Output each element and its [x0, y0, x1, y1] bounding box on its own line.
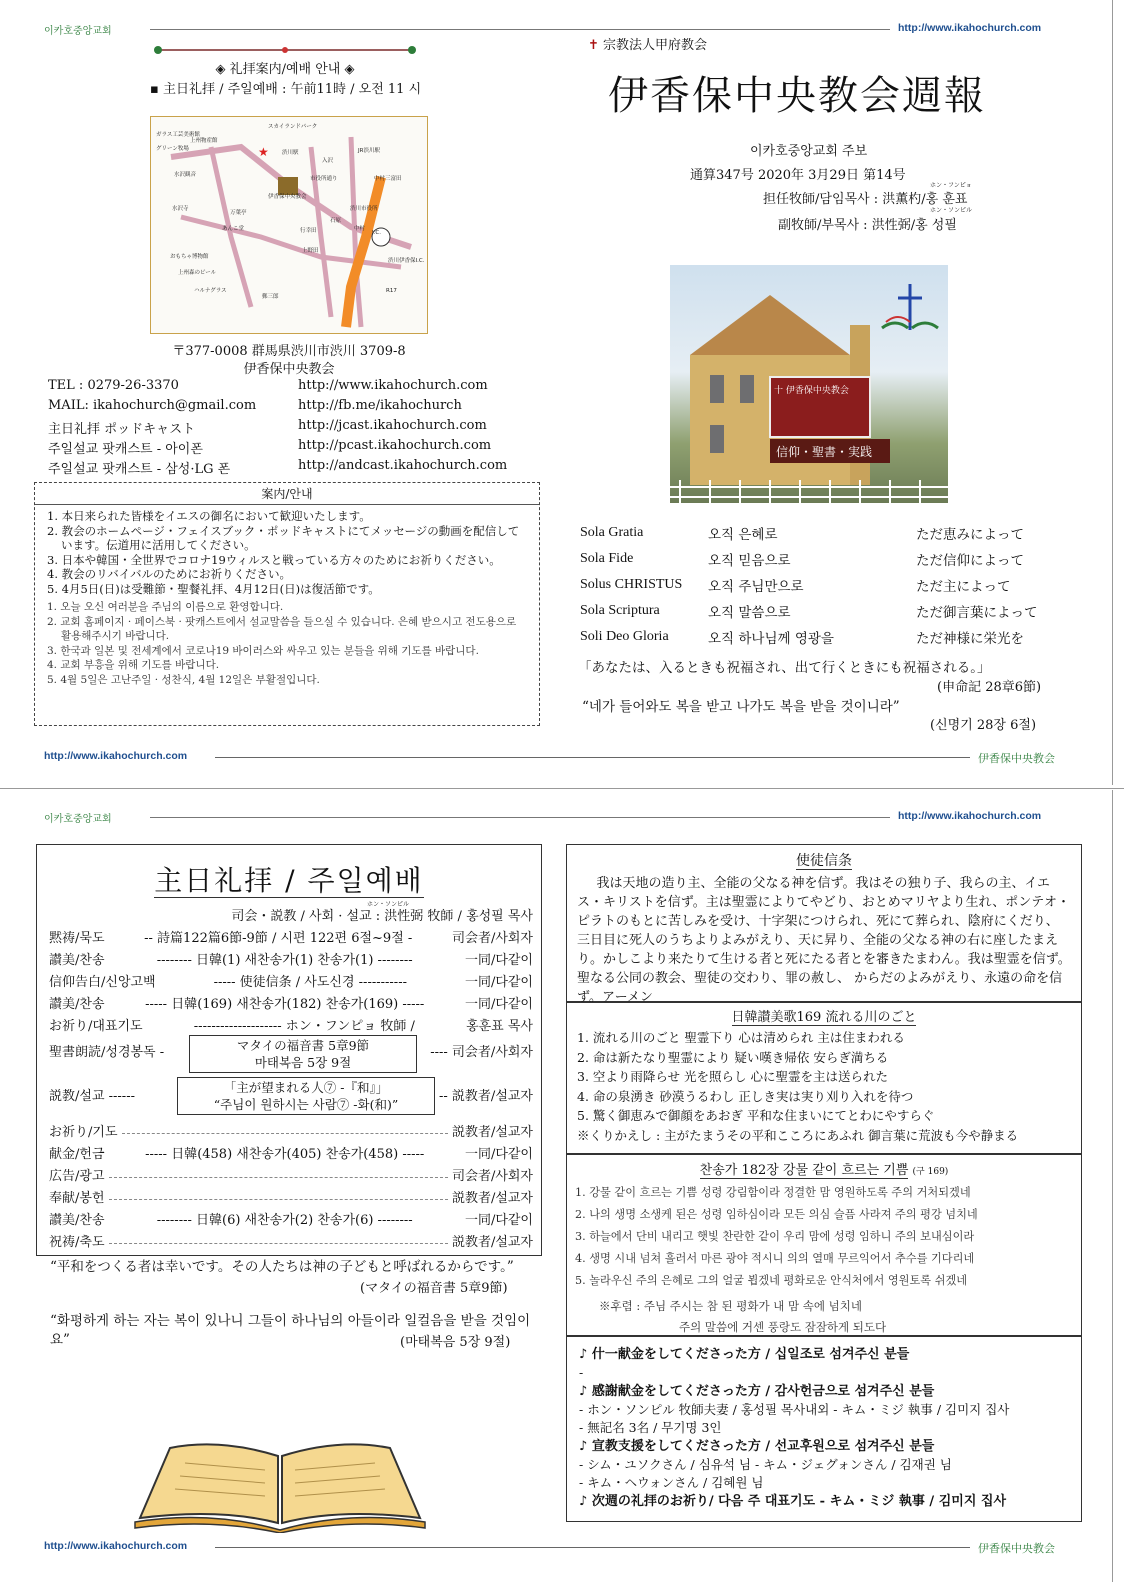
scripture-kr: 마태복음 5장 9절 — [254, 1055, 352, 1070]
footer-site-link[interactable]: http://www.ikahochurch.com — [44, 1540, 188, 1552]
map-label: 中村 — [354, 226, 366, 232]
contact-link[interactable]: http://andcast.ikahochurch.com — [298, 458, 508, 473]
contact-label: 주일설교 팟캐스트 - 아이폰 — [48, 442, 203, 457]
contact-link[interactable]: http://pcast.ikahochurch.com — [298, 438, 492, 453]
service-row — [49, 1141, 533, 1163]
header-church-kor: 이카호중앙교회 — [44, 26, 112, 37]
sola-kr: 오직 주님만으로 — [708, 579, 804, 595]
building-sign: 十 伊香保中央教会 — [774, 386, 849, 396]
sola-jp: ただ恵みによって — [916, 527, 1024, 543]
service-item: 黙祷/묵도 — [49, 930, 105, 946]
service-leader: 홍훈표 목사 — [466, 1018, 533, 1034]
service-item: 献金/헌금 — [49, 1146, 105, 1162]
footer-rule — [215, 757, 970, 758]
footer-church-jp: 伊香保中央教会 — [978, 1542, 1055, 1555]
scripture-jp: マタイの福音書 5章9節 — [236, 1038, 370, 1053]
verse-jp-ref: (申命記 28章6節) — [937, 680, 1042, 695]
sola-row — [580, 572, 1066, 598]
notice-item-jp: 2. 教会のホームページ・フェイスブック・ポッドキャストにてメッセージの動画を配信しています。伝道用に活用してください。 — [47, 523, 520, 552]
leader-dots — [109, 1192, 448, 1200]
map-label: 入沢 — [322, 158, 334, 164]
worship-heading: ◈ 礼拝案内/예배 안내 ◈ — [215, 62, 355, 77]
service-detail: -------- 日韓(1) 새찬송가(1) 찬송가(1) -------- — [156, 952, 413, 968]
sola-jp: ただ信仰によって — [916, 553, 1024, 569]
verse-jp: 「あなたは、入るときも祝福され、出て行くときにも祝福される。」 — [578, 660, 991, 676]
footer-church-jp: 伊香保中央教会 — [978, 752, 1055, 765]
worship-time: ▪ 主日礼拝 / 주일예배 : 午前11時 / 오전 11 시 — [150, 82, 422, 97]
contact-link[interactable]: http://jcast.ikahochurch.com — [298, 418, 487, 433]
kr-hymn-line: 2. 나의 생명 소생케 된은 성령 임하심이라 모든 의심 슬픔 사라져 주의 평강 넘치네 — [575, 1208, 978, 1221]
map-label: 伊香保中央教会 — [268, 194, 307, 200]
map-label: 市役所通り — [310, 176, 338, 182]
header-site-link[interactable]: http://www.ikahochurch.com — [898, 22, 1042, 34]
notices-kr — [35, 600, 539, 687]
map-label: 中村三富田 — [374, 176, 402, 182]
scripture-box — [189, 1035, 417, 1073]
service-detail: -------------------- ホン・フンピョ 牧師 / — [193, 1018, 415, 1034]
map-label: 水沢観音 — [174, 172, 197, 178]
offering-line: - シム・ユソクさん / 심유석 님 - キム・ジェグォンさん / 김재권 님 — [579, 1457, 952, 1472]
notice-heading: 案内/안내 — [35, 483, 539, 505]
footer-rule — [215, 1547, 970, 1548]
service-leader: 司会者/사회자 — [451, 1168, 533, 1184]
org-name: ✝ 宗教法人甲府教会 — [588, 38, 708, 53]
service-row — [49, 947, 533, 969]
map-label: 渋川市役所 — [350, 206, 378, 212]
hymn-line: 5. 驚く御恵みで御顔をあおぎ 平和な住まいにてとわにやすらぐ — [577, 1108, 935, 1123]
sola-kr: 오직 말씀으로 — [708, 605, 791, 621]
service-leader: 一同/다같이 — [464, 1146, 533, 1162]
map-label: ガラス工芸美術館 — [156, 132, 200, 138]
service-row — [49, 1229, 533, 1251]
service-item: お祈り/대표기도 — [49, 1018, 143, 1034]
sola-jp: ただ御言葉によって — [916, 605, 1038, 621]
kr-hymn-box — [566, 1154, 1082, 1336]
cross-logo-icon — [880, 282, 940, 338]
building-banner: 信仰・聖書・実践 — [776, 445, 873, 459]
verse-kr: “네가 들어와도 복을 받고 나가도 복을 받을 것이니라” — [582, 699, 900, 715]
leader-dots — [109, 1236, 448, 1244]
officiant: 司会・説教 / 사회 · 설교 : 洪性弼 牧師 / 홍성필 목사 — [231, 909, 533, 924]
offering-title: ♪ 宣教支援をしてくださった方 / 선교후원으로 섬겨주신 분들 — [579, 1439, 935, 1454]
map-label: 上野田 — [302, 248, 319, 254]
map-label: 万葉亭 — [230, 210, 247, 216]
service-leader: 説教者/설교자 — [451, 1234, 533, 1250]
service-leader: -- 説教者/설교자 — [439, 1088, 533, 1104]
address: 〒377-0008 群馬県渋川市渋川 3709-8 — [172, 344, 406, 359]
map-label: 渋川伊香保I.C. — [388, 258, 425, 264]
header-rule — [150, 29, 890, 30]
kr-hymn-line: 3. 하늘에서 단비 내리고 햇빛 찬란한 같이 우리 맘에 성령 임하니 주의 보내심이라 — [575, 1230, 975, 1243]
kr-hymn-title: 찬송가 182장 강물 같이 흐르는 기쁨 — [699, 1163, 909, 1178]
service-item: お祈り/기도 — [49, 1124, 118, 1140]
notice-item-jp: 5. 4月5日(日)は受難節・聖餐礼拝、4月12日(日)は復活節です。 — [47, 581, 380, 596]
service-item: 讃美/찬송 — [49, 996, 105, 1012]
service-detail: ----- 日韓(458) 새찬송가(405) 찬송가(458) ----- — [145, 1146, 425, 1162]
service-leader: 一同/다같이 — [464, 974, 533, 990]
contact-link[interactable]: http://www.ikahochurch.com — [298, 378, 488, 393]
service-leader: 一同/다같이 — [464, 996, 533, 1012]
page-edge — [1112, 790, 1113, 1582]
offering-title: ♪ 次週の礼拝のお祈り/ 다음 주 대표기도 - キム・ミジ 執事 / 김미지 집사 — [579, 1494, 1007, 1509]
sola-latin: Sola Fide — [580, 551, 634, 566]
sola-latin: Sola Gratia — [580, 525, 644, 540]
quote-jp: “平和をつくる者は幸いです。その人たちは神の子どもと呼ばれるからです。” — [50, 1259, 514, 1275]
service-item: 広告/광고 — [49, 1168, 105, 1184]
quote-kr: “화평하게 하는 자는 복이 있나니 그들이 하나님의 아들이라 일컬음을 받을 것임이요” — [50, 1313, 531, 1348]
map-label: I.C. — [372, 230, 381, 236]
contact-label: TEL : 0279-26-3370 — [48, 378, 179, 393]
map-label: 行幸田 — [300, 228, 317, 234]
bulletin-title: 伊香保中央教会週報 — [608, 73, 986, 119]
hymn-line: 2. 命は新たなり聖霊により 疑い嘆き帰依 安らぎ満ちる — [577, 1049, 889, 1065]
contact-label: MAIL: ikahochurch@gmail.com — [48, 398, 257, 413]
quote-jp-ref: (マタイの福音書 5章9節) — [360, 1281, 508, 1296]
map-label: ハルナグラス — [194, 288, 227, 294]
service-item: 奉献/봉헌 — [49, 1190, 105, 1206]
service-row — [49, 925, 533, 947]
offering-line: - ホン・ソンピル 牧師夫妻 / 홍성필 목사내외 - キム・ミジ 執事 / 김미지 집사 — [579, 1402, 1010, 1417]
sola-kr: 오직 하나님께 영광을 — [708, 631, 834, 647]
offering-line: - 無記名 3名 / 무기명 3인 — [579, 1420, 722, 1435]
notice-box — [34, 482, 540, 726]
map-label: グリーン牧場 — [156, 146, 189, 152]
notice-item-kr: 3. 한국과 일본 및 전세계에서 코로나19 바이러스와 싸우고 있는 분들을 위해 기도를 바랍니다. — [47, 644, 479, 657]
sermon-box — [177, 1077, 435, 1115]
service-leader: 司会者/사회자 — [451, 930, 533, 946]
sola-row — [580, 598, 1066, 624]
kr-hymn-line: 4. 생명 시내 넘쳐 흘러서 마른 광야 적시니 의의 열매 무르익어서 추수를 기다리네 — [575, 1252, 975, 1265]
assoc-pastor: 副牧師/부목사 : 洪性弼/홍 성필 — [778, 218, 957, 233]
notice-item-jp: 4. 教会のリバイバルのためにお祈りください。 — [47, 567, 292, 581]
service-leader: 説教者/설교자 — [451, 1190, 533, 1206]
service-item: 信仰告白/신앙고백 — [49, 974, 156, 990]
sola-latin: Solus CHRISTUS — [580, 577, 683, 592]
service-title: 主日礼拝 / 주일예배 — [154, 864, 424, 897]
sermon-jp: 「主が望まれる人⑦ -『和』」 — [223, 1080, 389, 1095]
sola-latin: Soli Deo Gloria — [580, 629, 669, 644]
map-label: 渋川駅 — [282, 150, 299, 156]
map-label: おもちゃ博物館 — [170, 254, 209, 260]
creed-title: 使徒信条 — [796, 853, 852, 869]
service-detail: -------- 日韓(6) 새찬송가(2) 찬송가(6) -------- — [156, 1212, 413, 1228]
service-row — [49, 969, 533, 991]
map-label: あんこ堂 — [222, 226, 245, 232]
map-label: 水沢寺 — [172, 206, 189, 212]
cross-icon: ✝ — [588, 38, 604, 53]
open-bible-icon — [130, 1438, 430, 1537]
service-leader: ---- 司会者/사회자 — [430, 1044, 533, 1060]
service-row — [49, 1207, 533, 1229]
service-row — [49, 991, 533, 1013]
service-item: 讃美/찬송 — [49, 1212, 105, 1228]
hymn-box — [566, 1002, 1082, 1154]
notice-item-kr: 1. 오늘 오신 여러분을 주님의 이름으로 환영합니다. — [47, 601, 284, 613]
hymn-line: 4. 命の泉湧き 砂漠うるわし 正しき実は実り刈り入れを待つ — [577, 1088, 914, 1104]
notices-jp — [35, 505, 539, 600]
sola-row — [580, 624, 1066, 650]
service-leader: 説教者/설교자 — [451, 1124, 533, 1140]
notice-item-kr: 4. 교회 부흥을 위해 기도를 바랍니다. — [47, 659, 220, 671]
sola-latin: Sola Scriptura — [580, 603, 660, 618]
hymn-lines — [567, 1025, 1081, 1148]
five-solas — [580, 520, 1066, 650]
service-item: 聖書朗読/성경봉독 - — [49, 1044, 165, 1060]
notice-item-jp: 1. 本日来られた皆様をイエスの御名において歓迎いたします。 — [47, 509, 371, 523]
hymn-line: ※くりかえし : 主がたまうその平和こころにあふれ 御言葉に荒波も今や静まる — [577, 1127, 1019, 1143]
kr-hymn-sub: (구 169) — [912, 1167, 949, 1177]
map-label: 上州森のビール — [178, 270, 217, 276]
offering-title: ♪ 感謝献金をしてくださった方 / 감사헌금으로 섬겨주신 분들 — [579, 1384, 935, 1399]
page-divider — [0, 788, 1124, 789]
offerings-box — [566, 1336, 1082, 1522]
service-item: 讃美/찬송 — [49, 952, 105, 968]
notice-item-kr: 2. 교회 홈페이지 · 페이스북 · 팟캐스트에서 설교말씀을 들으실 수 있습니다. 은혜 받으시고 전도용으로 활용해주시기 바랍니다. — [47, 615, 517, 642]
service-row — [49, 1163, 533, 1185]
service-order-box — [36, 844, 542, 1256]
kr-hymn-line: 1. 강물 같이 흐르는 기쁨 성령 강림함이라 정결한 맘 영원하도록 주의 거처되겠네 — [575, 1186, 971, 1199]
contact-label: 주일설교 팟캐스트 - 삼성·LG 폰 — [48, 462, 231, 477]
sermon-kr: “주님이 원하시는 사람⑦ -화(和)” — [213, 1097, 399, 1112]
page-edge — [1112, 0, 1113, 785]
sola-row — [580, 546, 1066, 572]
map-label: 上州物産館 — [190, 138, 218, 144]
service-detail: ----- 使徒信条 / 사도신경 ----------- — [213, 974, 407, 990]
contact-list — [48, 378, 548, 478]
map-label: R17 — [386, 288, 397, 294]
sola-jp: ただ神様に栄光を — [916, 631, 1024, 647]
garland-decoration — [150, 40, 420, 50]
issue-info: 通算347号 2020年 3月29日 第14号 — [690, 168, 906, 183]
assoc-ruby: ホン・ソンピル — [930, 207, 973, 214]
kr-hymn-lines — [567, 1178, 1081, 1296]
sola-kr: 오직 은혜로 — [708, 527, 778, 543]
service-detail: -- 詩篇122篇6節-9節 / 시편 122편 6절~9절 - — [144, 930, 413, 946]
map-star-icon: ★ — [258, 145, 269, 159]
officiant-ruby: ホン・ソンピル — [367, 901, 410, 908]
quote-kr-ref: (마태복음 5장 9절) — [400, 1335, 511, 1350]
contact-link[interactable]: http://fb.me/ikahochurch — [298, 398, 462, 413]
hymn-line: 1. 流れる川のごと 聖霊下り 心は清められ 主は住まわれる — [577, 1030, 905, 1045]
service-item: 祝祷/축도 — [49, 1234, 105, 1250]
header-church-kor: 이카호중앙교회 — [44, 814, 112, 825]
offering-title: ♪ 什一献金をしてくださった方 / 십일조로 섬겨주신 분들 — [579, 1347, 910, 1362]
header-rule — [150, 817, 890, 818]
offering-line: - — [579, 1365, 584, 1380]
header-site-link[interactable]: http://www.ikahochurch.com — [898, 810, 1042, 822]
service-detail: ----- 日韓(169) 새찬송가(182) 찬송가(169) ----- — [145, 996, 425, 1012]
kr-hymn-line: 5. 놀라우신 주의 은혜로 그의 얼굴 뵙겠네 평화로운 안식처에서 영원토록 쉬겠네 — [575, 1274, 968, 1287]
offerings-list — [567, 1337, 1081, 1519]
creed-box — [566, 844, 1082, 1005]
subtitle-kr: 이카호중앙교회 주보 — [750, 144, 868, 159]
map-label: JR渋川駅 — [358, 148, 380, 154]
map-label: 石原 — [330, 218, 342, 224]
hymn-line: 3. 空より雨降らせ 光を照らし 心に聖霊を主は送られた — [577, 1069, 888, 1084]
notice-item-kr: 5. 4월 5일은 고난주일 · 성찬식, 4월 12일은 부활절입니다. — [47, 673, 320, 686]
pastor: 担任牧師/담임목사 : 洪薫杓/홍 훈표 — [763, 192, 968, 207]
service-row — [49, 1185, 533, 1207]
service-row — [49, 1013, 533, 1035]
leader-dots — [109, 1170, 448, 1178]
notice-item-jp: 3. 日本や韓国・全世界でコロナ19ウィルスと戦っている方々のためにお祈りください。 — [47, 552, 501, 567]
creed-text: 我は天地の造り主、全能の父なる神を信ず。我はその独り子、我らの主、イエス・キリストを信ず。主は聖霊によりてやどり、おとめマリヤより生れ、ポンテオ・ピラトのもとに苦しみを受け、十字架につけられ、死にて葬られ、陰府にくだり、三日目に死人のうちよりよみがえり、天に昇り、全能の父なる神の右に座したまえり。かしこより来たりて生ける者と死にたる者とを審きたまわん。我は聖霊を信ず。聖なる公同の教会、聖徒の交わり、罪の赦し、 からだのよみがえり、永遠の命を信ず。アーメン — [577, 876, 1071, 1005]
verse-kr-ref: (신명기 28장 6절) — [930, 718, 1037, 733]
map-label: 郵三郎 — [262, 294, 279, 300]
service-row — [49, 1119, 533, 1141]
service-item: 説教/설교 ------ — [49, 1088, 135, 1104]
kr-hymn-refrain1: ※후렴 : 주님 주시는 참 된 평화가 내 맘 속에 넘치네 — [599, 1299, 862, 1313]
pastor-ruby: ホン・フンピョ — [930, 182, 972, 189]
address-church-name: 伊香保中央教会 — [243, 362, 335, 377]
sola-jp: ただ主によって — [916, 579, 1011, 595]
hymn-title: 日韓讃美歌169 流れる川のごと — [731, 1010, 917, 1025]
offering-line: - キム・ヘウォンさん / 김혜원 님 — [579, 1475, 764, 1490]
sola-kr: 오직 믿음으로 — [708, 553, 791, 569]
sola-row — [580, 520, 1066, 546]
leader-dots — [122, 1126, 448, 1134]
footer-site-link[interactable]: http://www.ikahochurch.com — [44, 750, 188, 762]
contact-label: 主日礼拝 ポッドキャスト — [48, 422, 196, 437]
map-label: スカイランドパーク — [268, 124, 318, 130]
kr-hymn-title-row — [567, 1155, 1081, 1178]
service-leader: 一同/다같이 — [464, 952, 533, 968]
kr-hymn-refrain2: 주의 말씀에 거센 풍랑도 잠잠하게 되도다 — [679, 1320, 887, 1334]
service-leader: 一同/다같이 — [464, 1212, 533, 1228]
